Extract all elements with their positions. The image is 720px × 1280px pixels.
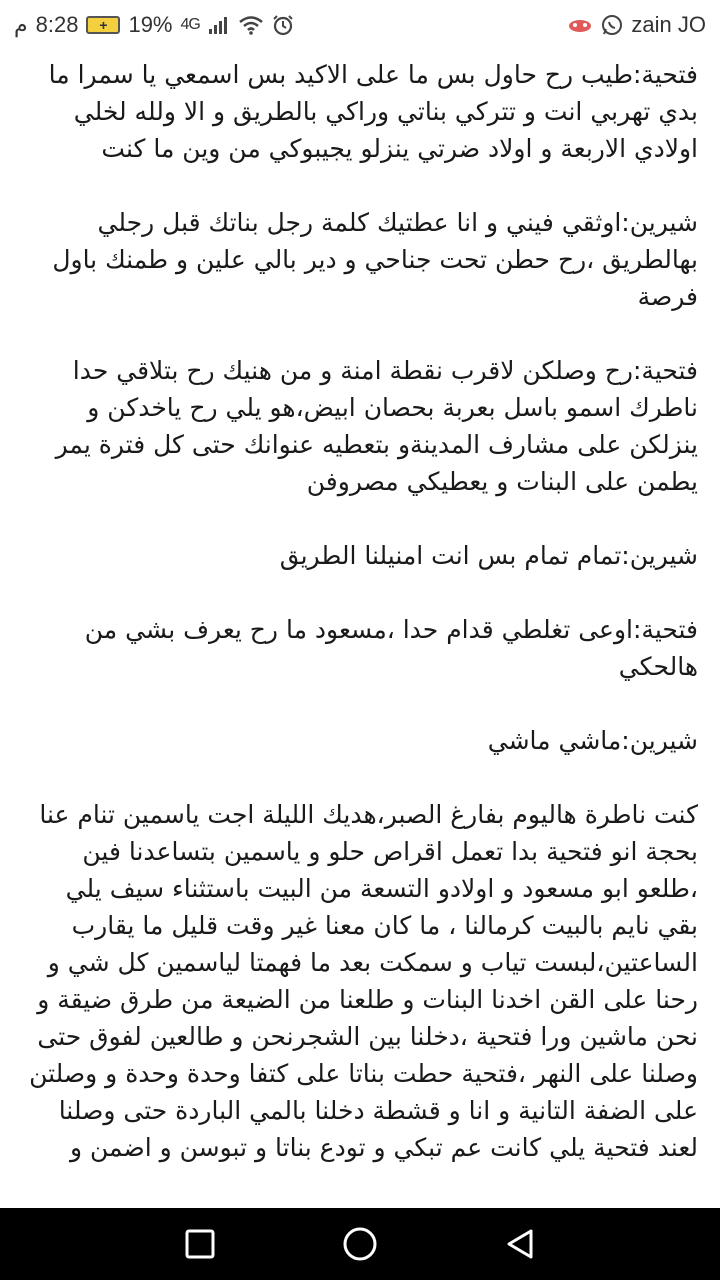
status-right — [567, 0, 706, 50]
paragraph: شيرين:تمام تمام بس انت امنيلنا الطريق — [279, 541, 698, 570]
notification-icon — [567, 15, 593, 35]
carrier-name: zain JO — [631, 12, 706, 37]
paragraph: كنت ناطرة هاليوم بفارغ الصبر،هديك الليلة اجت ياسمين تنام عنا بحجة انو فتحية بدا تعمل اقراص حلو و ياسمين بتساعدنا فين ،طلعو ابو مسعود و اولادو التسعة من البيت باستثناء سيف يلي بقي نايم بالبيت كرمالنا ، ما كان معنا غير وقت قليل ما يقارب الساعتين،لبست تياب و سمكت بعد ما فهمتا لياسمين كل شي و رحنا على القن اخدنا البنات و طلعنا من الضيعة من طرق ضيقة و نحن ماشين ورا فتحية ،دخلنا بين الشجرنحن و طالعين لفوق حتى وصلنا على النهر ،فتحية حطت بناتا على كتفا وحدة وحدة و وصلتن على الضفة التانية و انا و قشطة دخلنا بالمي الباردة حتى وصلنا لعند فتحية يلي كانت عم تبكي و تودع بناتا و تبوسن و اضمن و — [29, 800, 698, 1162]
signal-icon — [208, 15, 230, 35]
paragraph: شيرين:اوثقي فيني و انا عطتيك كلمة رجل بناتك قبل رجلي بهالطريق ،رح حطن تحت جناحي و دير بالي علين و طمنك باول فرصة — [52, 208, 698, 311]
wifi-icon — [238, 15, 264, 35]
back-triangle-icon — [503, 1227, 537, 1261]
battery-icon: + — [86, 16, 120, 34]
paragraph: شيرين:ماشي ماشي — [487, 726, 698, 755]
paragraph: فتحية:طيب رح حاول بس ما على الاكيد بس اسمعي يا سمرا ما بدي تهربي انت و تتركي بناتي وراكي بالطريق و الا ولله لخلي اولادي الاربعة و اولاد ضرتي ينزلو يجيبوكي من وين ما كنت — [48, 60, 698, 163]
status-left — [14, 0, 294, 50]
paragraph: فتحية:اوعى تغلطي قدام حدا ،مسعود ما رح يعرف بشي من هالحكي — [84, 615, 698, 681]
navigation-bar — [0, 1208, 720, 1280]
paragraph: فتحية:رح وصلكن لاقرب نقطة امنة و من هنيك رح بتلاقي حدا ناطرك اسمو باسل بعربة بحصان ابيض،هو يلي رح ياخدكن و ينزلكن على مشارف المدينةو بتعطيه عنوانك حتى كل فترة يمر يطمن على البنات و يعطيكي مصروفن — [55, 356, 698, 496]
back-button[interactable] — [460, 1208, 580, 1280]
story-content[interactable] — [0, 56, 720, 1208]
circle-icon — [342, 1226, 378, 1262]
battery-percent: 19% — [128, 12, 173, 37]
home-button[interactable] — [300, 1208, 420, 1280]
am-pm-label: م — [14, 12, 28, 37]
network-type: 4G — [180, 16, 200, 33]
clock: 8:28 — [35, 12, 79, 37]
recents-button[interactable] — [140, 1208, 260, 1280]
status-bar — [0, 0, 720, 50]
alarm-icon — [272, 14, 294, 36]
square-icon — [184, 1228, 216, 1260]
whatsapp-icon — [601, 14, 623, 36]
